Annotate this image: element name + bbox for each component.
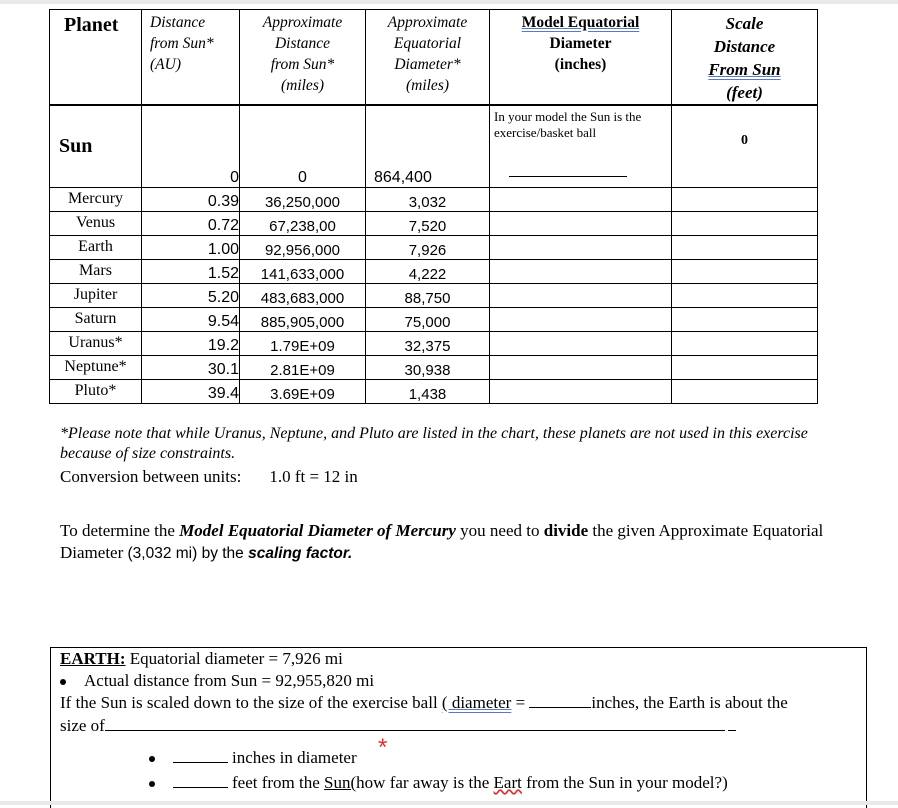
planet-name: Neptune*	[50, 355, 142, 379]
cell-value: 1.52	[207, 264, 239, 282]
header-distance-au	[142, 10, 240, 106]
sun-name: Sun	[50, 105, 142, 187]
table-header-row	[50, 10, 818, 106]
cell-value: 0.39	[207, 192, 239, 210]
header-text: Diameter	[549, 35, 612, 52]
table-row-sun	[50, 105, 818, 187]
cell-value: 9.54	[207, 312, 239, 330]
planet-miles: 885,905,000	[240, 307, 366, 331]
sun-model-blank[interactable]	[509, 176, 627, 177]
header-text: Distance	[713, 37, 776, 56]
planet-model-diameter[interactable]	[490, 283, 672, 307]
instr-bold: scaling factor.	[248, 545, 353, 562]
table-row	[50, 355, 818, 379]
line-text: from the Sun in your model?)	[521, 773, 728, 792]
planet-miles: 141,633,000	[240, 259, 366, 283]
cell-value: 0	[741, 133, 748, 148]
planet-scale-distance[interactable]	[672, 211, 818, 235]
planet-model-diameter[interactable]	[490, 379, 672, 403]
planet-diameter: 3,032	[366, 187, 490, 211]
instr-bold: Model Equatorial Diameter of Mercury	[179, 521, 456, 540]
sun-scale-distance	[672, 105, 818, 187]
planet-miles: 92,956,000	[240, 235, 366, 259]
sun-model-note: In your model the Sun is the exercise/basket ball	[494, 109, 642, 140]
blank-tail	[728, 730, 736, 731]
earth-scale-line	[60, 693, 860, 713]
planet-scale-distance[interactable]	[672, 283, 818, 307]
header-text: Approximate	[262, 14, 343, 31]
planet-model-diameter[interactable]	[490, 307, 672, 331]
table-row	[50, 379, 818, 403]
header-text: Distance	[150, 14, 206, 31]
earth-size-line	[60, 716, 860, 736]
header-text: from Sun*	[150, 35, 214, 52]
planet-scale-distance[interactable]	[672, 235, 818, 259]
header-text: From Sun	[708, 60, 781, 79]
instr-text: you need to	[455, 521, 544, 540]
planet-name: Saturn	[50, 307, 142, 331]
instr-text: the given Approximate Equatorial Diameter	[60, 521, 824, 562]
header-text: Scale	[725, 14, 764, 33]
instr-bold: divide	[543, 521, 589, 540]
instr-text: To determine the	[60, 521, 180, 540]
earth-distance-bullet	[60, 671, 374, 691]
cell-value: 30.1	[207, 360, 239, 378]
sun-miles: 0	[240, 105, 366, 187]
planet-diameter: 7,520	[366, 211, 490, 235]
instr-text: (3,032 mi) by the	[127, 545, 249, 562]
bullet-icon	[60, 679, 66, 685]
planet-au	[142, 331, 240, 355]
line-text: =	[511, 693, 530, 712]
table-row	[50, 211, 818, 235]
planet-miles: 67,238,00	[240, 211, 366, 235]
planet-miles: 483,683,000	[240, 283, 366, 307]
sun-au	[142, 105, 240, 187]
planet-model-diameter[interactable]	[490, 235, 672, 259]
planet-diameter: 30,938	[366, 355, 490, 379]
planet-name: Jupiter	[50, 283, 142, 307]
line-text: inches, the Earth is about the	[591, 693, 788, 712]
earth-diameter-bullet	[149, 748, 357, 768]
planet-au	[142, 187, 240, 211]
sun-model-diameter	[490, 105, 672, 187]
planet-miles: 36,250,000	[240, 187, 366, 211]
conversion-value: 1.0 ft = 12 in	[269, 467, 358, 486]
earth-diameter: Equatorial diameter = 7,926 mi	[125, 649, 343, 668]
planet-au	[142, 307, 240, 331]
earth-title: EARTH:	[60, 649, 126, 668]
planet-diameter: 88,750	[366, 283, 490, 307]
line-text: Sun(	[324, 773, 357, 792]
planet-name: Pluto*	[50, 379, 142, 403]
header-text: (AU)	[150, 56, 181, 73]
earth-title-line	[60, 649, 343, 669]
planet-scale-distance[interactable]	[672, 307, 818, 331]
cell-value: 1.00	[207, 240, 239, 258]
header-text: Model Equatorial	[521, 14, 640, 31]
page-top-border	[0, 0, 898, 4]
earth-inches-blank[interactable]	[173, 762, 228, 763]
line-text: feet from the	[232, 773, 325, 792]
earth-size-blank[interactable]	[105, 730, 725, 731]
planet-scale-distance[interactable]	[672, 379, 818, 403]
header-text: from Sun*	[270, 56, 335, 73]
line-text: inches in diameter	[232, 748, 357, 767]
header-approx-diameter	[366, 10, 490, 106]
header-text: Diameter*	[394, 56, 461, 73]
cell-value: 5.20	[207, 288, 239, 306]
planet-data-table	[49, 9, 818, 404]
planet-model-diameter[interactable]	[490, 187, 672, 211]
header-planet: Planet	[50, 10, 142, 106]
header-text: (inches)	[554, 56, 607, 73]
cell-value: 0	[230, 168, 239, 186]
mercury-instruction	[60, 520, 860, 565]
bullet-icon	[149, 781, 155, 787]
planet-au	[142, 235, 240, 259]
header-approx-distance	[240, 10, 366, 106]
earth-distance: Actual distance from Sun = 92,955,820 mi	[84, 671, 375, 690]
planet-name: Uranus*	[50, 331, 142, 355]
planet-name: Mars	[50, 259, 142, 283]
planet-note: *Please note that while Uranus, Neptune, and Pluto are listed in the chart, these planets are not used in this exercise because of size constraints.	[60, 425, 808, 462]
table-row	[50, 307, 818, 331]
planet-diameter: 7,926	[366, 235, 490, 259]
header-model-diameter	[490, 10, 672, 106]
header-text: (miles)	[280, 77, 325, 94]
planet-diameter: 1,438	[366, 379, 490, 403]
header-text: (miles)	[405, 77, 450, 94]
planet-au	[142, 355, 240, 379]
planet-scale-distance[interactable]	[672, 355, 818, 379]
planet-au	[142, 283, 240, 307]
line-text: how far away is the	[356, 773, 494, 792]
conversion-label: Conversion between units:	[60, 467, 242, 486]
line-text: If the Sun is scaled down to the size of the exercise ball	[60, 693, 442, 712]
planet-name: Mercury	[50, 187, 142, 211]
sun-diameter: 864,400	[366, 105, 490, 187]
earth-exercise-box	[50, 647, 867, 808]
planet-scale-distance[interactable]	[672, 331, 818, 355]
planet-model-diameter[interactable]	[490, 259, 672, 283]
header-text: Approximate	[387, 14, 468, 31]
line-text: Eart	[493, 773, 522, 792]
planet-miles: 3.69E+09	[240, 379, 366, 403]
table-row	[50, 283, 818, 307]
planet-scale-distance[interactable]	[672, 259, 818, 283]
planet-diameter: 32,375	[366, 331, 490, 355]
table-row	[50, 331, 818, 355]
header-scale-distance	[672, 10, 818, 106]
planet-model-diameter[interactable]	[490, 211, 672, 235]
table-row	[50, 235, 818, 259]
unit-conversion	[60, 467, 358, 487]
planet-name: Venus	[50, 211, 142, 235]
ball-diameter-blank[interactable]	[529, 707, 591, 708]
planet-au	[142, 211, 240, 235]
planet-model-diameter[interactable]	[490, 355, 672, 379]
table-row	[50, 187, 818, 211]
asterisk-icon: *	[378, 734, 388, 761]
bullet-icon	[149, 756, 155, 762]
planet-miles: 1.79E+09	[240, 331, 366, 355]
planet-model-diameter[interactable]	[490, 331, 672, 355]
table-row	[50, 259, 818, 283]
diameter-link[interactable]: ( diameter	[441, 693, 512, 712]
planet-name: Earth	[50, 235, 142, 259]
header-text: (feet)	[726, 83, 763, 102]
planet-au	[142, 259, 240, 283]
cell-value: 39.4	[207, 384, 239, 402]
planet-au	[142, 379, 240, 403]
line-text: size of	[60, 716, 105, 735]
planet-diameter: 4,222	[366, 259, 490, 283]
page-bottom-border	[0, 801, 898, 805]
planet-miles: 2.81E+09	[240, 355, 366, 379]
header-text: Distance	[274, 35, 331, 52]
earth-distance-model-bullet	[149, 773, 728, 793]
planet-diameter: 75,000	[366, 307, 490, 331]
cell-value: 0.72	[207, 216, 239, 234]
earth-feet-blank[interactable]	[173, 787, 228, 788]
header-text: Equatorial	[393, 35, 462, 52]
cell-value: 19.2	[207, 336, 239, 354]
planet-scale-distance[interactable]	[672, 187, 818, 211]
